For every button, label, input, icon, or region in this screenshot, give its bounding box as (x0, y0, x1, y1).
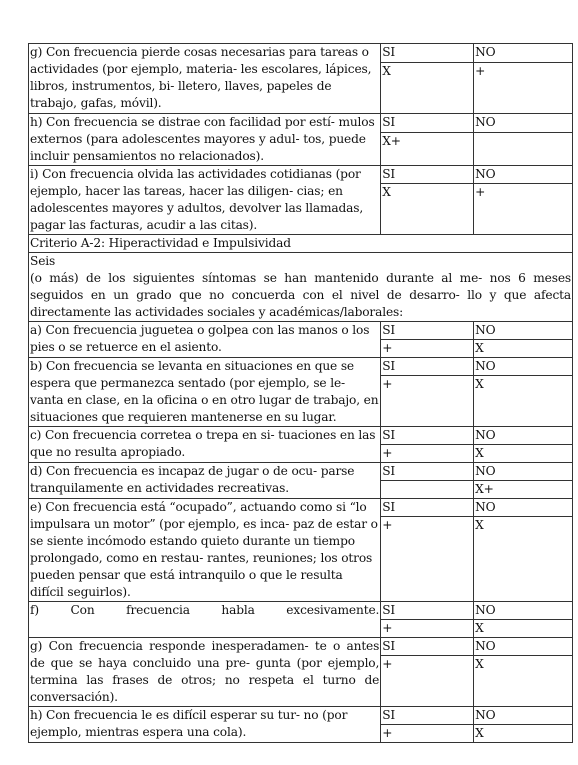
symptom-text: b) Con frecuencia se levanta en situaciones en que se espera que permanezca sentado (por ejemplo, se le- vanta en clase, en la oficina o en otro lugar de trabajo, en situaciones que requieren mantenerse en su lugar. (29, 358, 381, 427)
si-label: SI (381, 114, 474, 133)
si-label: SI (381, 707, 474, 725)
table-row (29, 427, 573, 445)
no-label: NO (474, 638, 573, 656)
si-label: SI (381, 463, 474, 481)
si-label: SI (381, 499, 474, 517)
table-row (29, 235, 573, 253)
table-row (29, 166, 573, 184)
si-label: SI (381, 358, 474, 376)
si-mark: + (381, 620, 474, 638)
table-row (29, 253, 573, 322)
table-row (29, 463, 573, 481)
si-mark: + (381, 725, 474, 743)
criterion-intro: Seis (o más) de los siguientes síntomas se han mantenido durante al me- nos 6 meses seguidos en un grado que no concuerda con el nivel de desarro- llo y que afecta directamente las actividades sociales y académicas/laborales: (29, 253, 573, 322)
table-row (29, 707, 573, 725)
no-mark: X (474, 725, 573, 743)
no-label: NO (474, 707, 573, 725)
no-label: NO (474, 166, 573, 184)
no-label: NO (474, 322, 573, 340)
no-mark: X (474, 656, 573, 707)
table-row (29, 114, 573, 133)
si-mark: X (381, 184, 474, 235)
si-label: SI (381, 602, 474, 620)
symptom-text: g) Con frecuencia pierde cosas necesarias para tareas o actividades (por ejemplo, materia- les escolares, lápices, libros, instrumentos, bi- lletero, llaves, papeles de trabajo, gafas, móvil). (29, 44, 381, 114)
table-row (29, 358, 573, 376)
no-mark: X (474, 517, 573, 602)
table-row (29, 602, 573, 620)
no-label: NO (474, 602, 573, 620)
table-row (29, 44, 573, 63)
no-label: NO (474, 114, 573, 133)
si-mark: + (381, 445, 474, 463)
si-mark: X+ (381, 133, 474, 166)
si-mark: + (381, 340, 474, 358)
si-label: SI (381, 166, 474, 184)
no-mark: X (474, 376, 573, 427)
symptom-text: e) Con frecuencia está “ocupado”, actuando como si “lo impulsara un motor” (por ejemplo, es inca- paz de estar o se siente incómodo estando quieto durante un tiempo prolongado, como en restau- rantes, reuniones; los otros pueden pensar que está intranquilo o que le resulta difícil seguirlos). (29, 499, 381, 602)
symptom-text: c) Con frecuencia corretea o trepa en si- tuaciones en las que no resulta apropiado. (29, 427, 381, 463)
no-mark: X (474, 340, 573, 358)
no-label: NO (474, 44, 573, 63)
no-mark: + (474, 63, 573, 114)
symptom-text: a) Con frecuencia juguetea o golpea con las manos o los pies o se retuerce en el asiento. (29, 322, 381, 358)
si-label: SI (381, 638, 474, 656)
si-mark (381, 481, 474, 499)
si-label: SI (381, 44, 474, 63)
table-row (29, 322, 573, 340)
symptom-checklist-table (28, 43, 573, 743)
no-label: NO (474, 358, 573, 376)
si-mark: + (381, 376, 474, 427)
si-mark: X (381, 63, 474, 114)
si-mark: + (381, 656, 474, 707)
symptom-text: i) Con frecuencia olvida las actividades cotidianas (por ejemplo, hacer las tareas, hacer las diligen- cias; en adolescentes mayores y adultos, devolver las llamadas, pagar las facturas, acudir a las citas). (29, 166, 381, 235)
no-label: NO (474, 499, 573, 517)
symptom-text: h) Con frecuencia le es difícil esperar su tur- no (por ejemplo, mientras espera una cola). (29, 707, 381, 743)
table-row (29, 499, 573, 517)
si-mark: + (381, 517, 474, 602)
symptom-text: d) Con frecuencia es incapaz de jugar o de ocu- parse tranquilamente en actividades recreativas. (29, 463, 381, 499)
table-row (29, 638, 573, 656)
no-mark: X (474, 620, 573, 638)
si-label: SI (381, 322, 474, 340)
symptom-text: g) Con frecuencia responde inesperadamen- te o antes de que se haya concluido una pre- gunta (por ejemplo, termina las frases de otros; no respeta el turno de conversación). (29, 638, 381, 707)
si-label: SI (381, 427, 474, 445)
symptom-text: h) Con frecuencia se distrae con facilidad por estí- mulos externos (para adolescentes mayores y adul- tos, puede incluir pensamientos no relacionados). (29, 114, 381, 166)
symptom-text: f) Con frecuencia habla excesivamente. (29, 602, 381, 638)
no-mark: X+ (474, 481, 573, 499)
no-label: NO (474, 427, 573, 445)
no-mark: X (474, 445, 573, 463)
no-label: NO (474, 463, 573, 481)
no-mark (474, 133, 573, 166)
criterion-title: Criterio A-2: Hiperactividad e Impulsividad (29, 235, 573, 253)
no-mark: + (474, 184, 573, 235)
